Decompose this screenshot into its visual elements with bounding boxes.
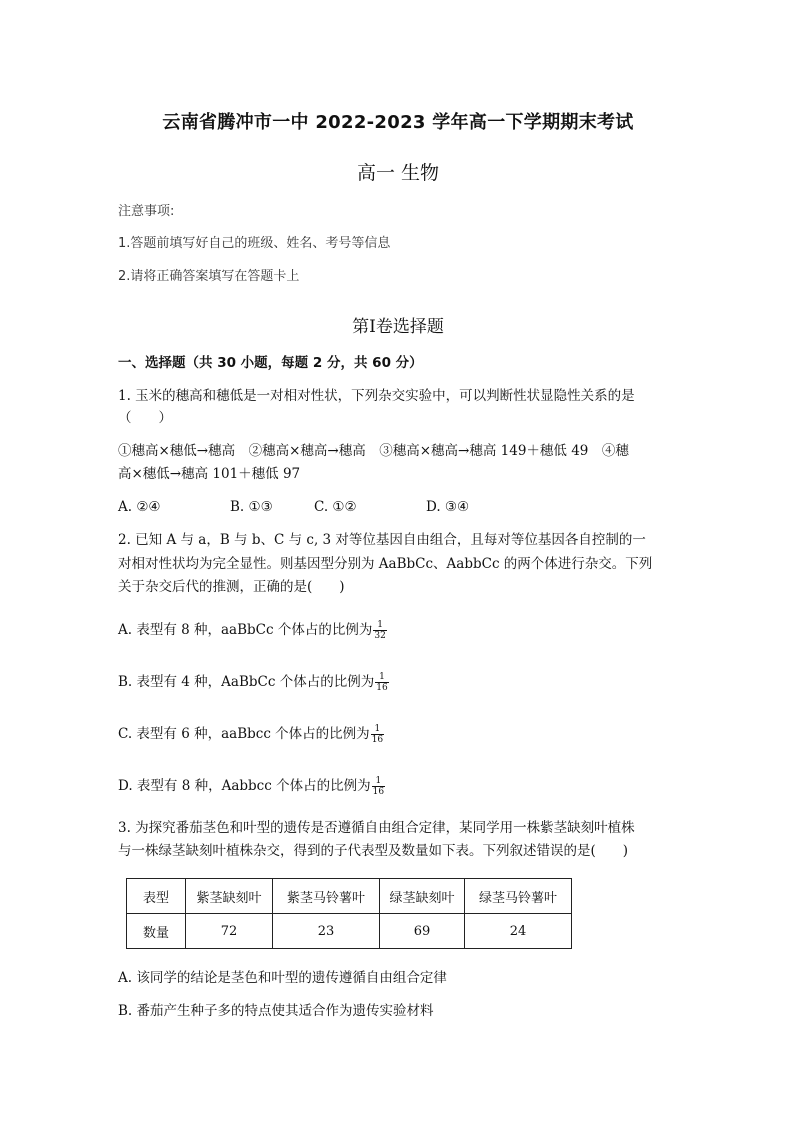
q2-option-b: B. 表型有 4 种，AaBbCc 个体占的比例为 $\frac{1}{16}$ [118, 672, 388, 693]
fraction: $\frac{1}{32}$ [374, 620, 386, 641]
q1-items-line-1: ①穗高×穗低→穗高 ②穗高×穗高→穗高 ③穗高×穗高→穗高 149＋穗低 49 ④穗 [118, 443, 629, 459]
exam-subject: 高一 生物 [356, 162, 440, 184]
table-cell: 24 [465, 914, 572, 949]
q2-option-a: A. 表型有 8 种，aaBbCc 个体占的比例为 $\frac{1}{32}$ [118, 620, 386, 641]
q3-stem-line-2: 与一株绿茎缺刻叶植株杂交，得到的子代表型及数量如下表。下列叙述错误的是( ) [118, 843, 629, 859]
q1-option-b: B. ①③ [230, 499, 273, 515]
q2-stem-line-2: 对相对性状均为完全显性。则基因型分别为 AaBbCc、AabbCc 的两个体进行杂交。下列 [118, 556, 653, 572]
fraction: $\frac{1}{16}$ [372, 776, 385, 797]
table-row [127, 914, 572, 949]
table-cell: 紫茎缺刻叶 [186, 879, 273, 914]
q1-items-line-2: 高×穗低→穗高 101＋穗低 97 [118, 466, 301, 482]
q3-option-a: A. 该同学的结论是茎色和叶型的遗传遵循自由组合定律 [118, 970, 447, 986]
q2-stem-line-1: 2. 已知 A 与 a，B 与 b、C 与 c, 3 对等位基因自由组合，且每对等位基因各自控制的一 [118, 532, 646, 548]
table-header-row [127, 879, 572, 914]
part-heading: 一、选择题（共 30 小题，每题 2 分，共 60 分） [118, 355, 423, 371]
table-cell: 数量 [127, 914, 186, 949]
table-cell: 69 [380, 914, 465, 949]
q2-option-d: D. 表型有 8 种，Aabbcc 个体占的比例为 $\frac{1}{16}$ [118, 776, 385, 797]
q1-options [118, 497, 469, 517]
table-cell: 紫茎马铃薯叶 [273, 879, 380, 914]
q1-stem-line-1: 1. 玉米的穗高和穗低是一对相对性状，下列杂交实验中，可以判断性状显隐性关系的是 [118, 388, 635, 404]
section-title: 第Ⅰ卷选择题 [352, 317, 444, 337]
q2-stem-line-3: 关于杂交后代的推测，正确的是( ) [118, 579, 345, 595]
q1-option-a: A. ②④ [118, 499, 161, 515]
notice-item-2: 2.请将正确答案填写在答题卡上 [118, 269, 300, 284]
q2-option-c: C. 表型有 6 种，aaBbcc 个体占的比例为 $\frac{1}{16}$ [118, 724, 384, 745]
q1-stem-line-2: （ ） [118, 410, 172, 426]
q1-option-d: D. ③④ [426, 499, 470, 515]
q1-option-c: C. ①② [314, 499, 357, 515]
q3-stem-line-1: 3. 为探究番茄茎色和叶型的遗传是否遵循自由组合定律，某同学用一株紫茎缺刻叶植株 [118, 820, 635, 836]
fraction: $\frac{1}{16}$ [371, 724, 384, 745]
notice-heading: 注意事项: [118, 204, 175, 219]
notice-item-1: 1.答题前填写好自己的班级、姓名、考号等信息 [118, 236, 391, 251]
table-cell: 绿茎缺刻叶 [380, 879, 465, 914]
q3-option-b: B. 番茄产生种子多的特点使其适合作为遗传实验材料 [118, 1003, 434, 1019]
table-cell: 72 [186, 914, 273, 949]
table-cell: 表型 [127, 879, 186, 914]
table-cell: 绿茎马铃薯叶 [465, 879, 572, 914]
phenotype-table [126, 878, 572, 949]
fraction: $\frac{1}{16}$ [376, 672, 388, 693]
table-cell: 23 [273, 914, 380, 949]
exam-title: 云南省腾冲市一中 2022-2023 学年高一下学期期末考试 [162, 112, 634, 133]
